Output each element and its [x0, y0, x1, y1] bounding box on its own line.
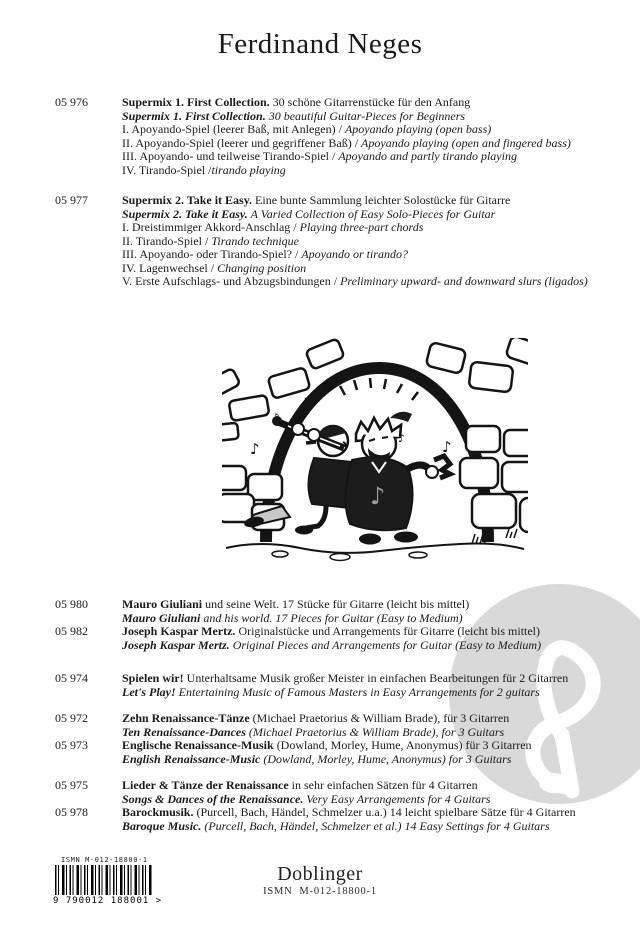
entry-en-rest: (Dowland, Morley, Hume, Anonymus) for 3 Guitars [260, 751, 512, 766]
catalog-entry-05980 [55, 598, 615, 625]
catalog-entry-05978 [55, 806, 615, 833]
title-en-rest: A Varied Collection of Easy Solo-Pieces for Guitar [247, 206, 496, 221]
entry-en-rest: Entertaining Music of Famous Masters in Easy Arrangements for 2 guitars [175, 684, 540, 699]
catalog-group [55, 712, 615, 766]
musicians-illustration [222, 338, 528, 568]
entry-en-bold: Ten Renaissance-Dances [122, 724, 246, 739]
title-de [122, 96, 615, 110]
movement-en: tirando playing [211, 162, 286, 177]
movement-en: Changing position [217, 260, 307, 275]
entry-de [122, 712, 615, 726]
title-en [122, 110, 615, 124]
movement-de: III. Apoyando- oder Tirando-Spiel? / [122, 247, 302, 261]
entry-de-rest: und seine Welt. 17 Stücke für Gitarre (leicht bis mittel) [202, 597, 470, 611]
catalog-entry-05975 [55, 779, 615, 806]
catalog-number: 05 973 [55, 738, 88, 752]
entry-en-bold: Let's Play! [122, 684, 176, 699]
entry-en [122, 639, 615, 653]
catalog-number: 05 974 [55, 671, 88, 685]
catalog-group [55, 598, 615, 652]
title-en-rest: 30 beautiful Guitar-Pieces for Beginners [265, 108, 466, 123]
entry-de-rest: (Dowland, Morley, Hume, Anonymus) für 3 Gitarren [273, 738, 532, 752]
entry-en [122, 753, 615, 767]
movement-line [122, 235, 615, 249]
catalog-number: 05 982 [55, 624, 88, 638]
entry-de [122, 739, 615, 753]
entry-en-rest: (Michael Praetorius & William Brade), for 3 Guitars [245, 724, 505, 739]
entry-en-bold: English Renaissance-Music [122, 751, 261, 766]
barcode-digits: 9 790012 188001 > [53, 896, 163, 906]
entry-de [122, 779, 615, 793]
catalog-entry-05972 [55, 712, 615, 739]
catalog-number: 05 980 [55, 597, 88, 611]
entry-de-bold: Zehn Renaissance-Tänze [122, 711, 250, 725]
movement-de: II. Tirando-Spiel / [122, 233, 212, 248]
entry-en [122, 686, 615, 700]
movement-en: Apoyando or tirando? [301, 247, 408, 261]
title-de-rest: 30 schöne Gitarrenstücke für den Anfang [269, 95, 471, 109]
catalog-number: 05 976 [55, 95, 88, 109]
catalog-bottom-section [55, 598, 615, 846]
catalog-number: 05 972 [55, 711, 88, 725]
title-en-bold: Supermix 2. Take it Easy. [122, 206, 248, 221]
catalog-entry-05974 [55, 672, 615, 699]
catalog-top-section [55, 96, 615, 306]
music-note-icon: ♪ [272, 411, 280, 425]
entry-de-rest: (Purcell, Bach, Händel, Schmelzer u.a.) 14 leicht spielbare Sätze für 4 Gitarren [193, 805, 576, 819]
entry-de-rest: Originalstücke und Arrangements für Gitarre (leicht bis mittel) [235, 624, 541, 638]
entry-en-bold: Baroque Music. [122, 818, 202, 833]
entry-de-rest: Unterhaltsame Musik großer Meister in einfachen Bearbeitungen für 2 Gitarren [183, 671, 569, 685]
title-de [122, 194, 615, 208]
movement-line [122, 221, 615, 235]
entry-de-bold: Barockmusik. [122, 805, 194, 819]
entry-en [122, 820, 615, 834]
entry-en-bold: Songs & Dances of the Renaissance. [122, 791, 304, 806]
movement-line [122, 275, 615, 289]
catalog-entry-05982 [55, 625, 615, 652]
title-de-bold: Supermix 1. First Collection. [122, 95, 270, 109]
movement-de: III. Apoyando- und teilweise Tirando-Spiel / [122, 149, 339, 163]
entry-de-bold: Spielen wir! [122, 671, 184, 685]
cloak-note-emblem-icon: ♪ [370, 482, 386, 510]
movement-line [122, 150, 615, 164]
entry-de [122, 625, 615, 639]
catalog-entry-05977 [55, 194, 615, 289]
footer-ismn: ISMN M-012-18800-1 [263, 886, 377, 897]
catalog-entry-05976 [55, 96, 615, 177]
entry-en-bold: Mauro Giuliani [122, 610, 201, 625]
catalog-group [55, 779, 615, 833]
music-note-icon: ♪ [250, 440, 260, 458]
movement-de: I. Dreistimmiger Akkord-Anschlag / [122, 220, 300, 234]
movement-line [122, 248, 615, 262]
movement-de: IV. Tirando-Spiel / [122, 162, 212, 177]
entry-lines [122, 96, 615, 177]
entry-de-rest: (Michael Praetorius & William Brade), für 3 Gitarren [249, 711, 510, 725]
movement-de: I. Apoyando-Spiel (leerer Baß, mit Anlegen) / [122, 122, 345, 136]
entry-en-rest: and his world. 17 Pieces for Guitar (Easy to Medium) [200, 610, 463, 625]
catalog-number: 05 977 [55, 193, 88, 207]
entry-en-rest: Very Easy Arrangements for 4 Guitars [303, 791, 491, 806]
title-en-bold: Supermix 1. First Collection. [122, 108, 266, 123]
catalog-number: 05 975 [55, 778, 88, 792]
entry-de-bold: Englische Renaissance-Musik [122, 738, 274, 752]
entry-en [122, 793, 615, 807]
music-note-icon: ♪ [442, 438, 452, 456]
entry-de-bold: Mauro Giuliani [122, 597, 203, 611]
movement-en: Tirando technique [211, 233, 300, 248]
title-de-rest: Eine bunte Sammlung leichter Solostücke für Gitarre [252, 193, 511, 207]
entry-de [122, 806, 615, 820]
entry-de [122, 598, 615, 612]
movement-line [122, 137, 615, 151]
movement-de: V. Erste Aufschlags- und Abzugsbindungen / [122, 274, 341, 288]
entry-de-bold: Joseph Kaspar Mertz. [122, 624, 236, 638]
movement-de: IV. Lagenwechsel / [122, 260, 218, 275]
movement-en: Apoyando playing (open bass) [344, 122, 492, 136]
music-note-icon: ♪ [299, 393, 314, 414]
title-en [122, 208, 615, 222]
entry-en-bold: Joseph Kaspar Mertz. [122, 637, 230, 652]
catalog-entry-05973 [55, 739, 615, 766]
entry-lines [122, 194, 615, 289]
movement-en: Apoyando playing (open and fingered bass) [361, 135, 571, 150]
catalog-group [55, 672, 615, 699]
entry-en-rest: Original Pieces and Arrangements for Guitar (Easy to Medium) [229, 637, 542, 652]
movement-en: Preliminary upward- and downward slurs (ligados) [340, 274, 588, 288]
movement-en: Apoyando and partly tirando playing [338, 149, 517, 163]
entry-en [122, 612, 615, 626]
entry-en-rest: (Purcell, Bach, Händel, Schmelzer et al.) 14 Easy Settings for 4 Guitars [201, 818, 550, 833]
entry-en [122, 726, 615, 740]
entry-de-rest: in sehr einfachen Sätzen für 4 Gitarren [288, 778, 478, 792]
barcode-ismn-label: ISMN M-012-18800-1 [61, 856, 148, 864]
entry-de [122, 672, 615, 686]
publisher-name: Doblinger [277, 863, 363, 885]
movement-line [122, 123, 615, 137]
movement-line [122, 164, 615, 178]
page-title: Ferdinand Neges [217, 28, 423, 60]
music-note-icon: ♪ [398, 432, 406, 445]
title-de-bold: Supermix 2. Take it Easy. [122, 193, 253, 207]
movement-line [122, 262, 615, 276]
entry-de-bold: Lieder & Tänze der Renaissance [122, 778, 289, 792]
movement-de: II. Apoyando-Spiel (leerer und gegriffener Baß) / [122, 135, 362, 150]
movement-en: Playing three-part chords [299, 220, 424, 234]
catalog-number: 05 978 [55, 805, 88, 819]
